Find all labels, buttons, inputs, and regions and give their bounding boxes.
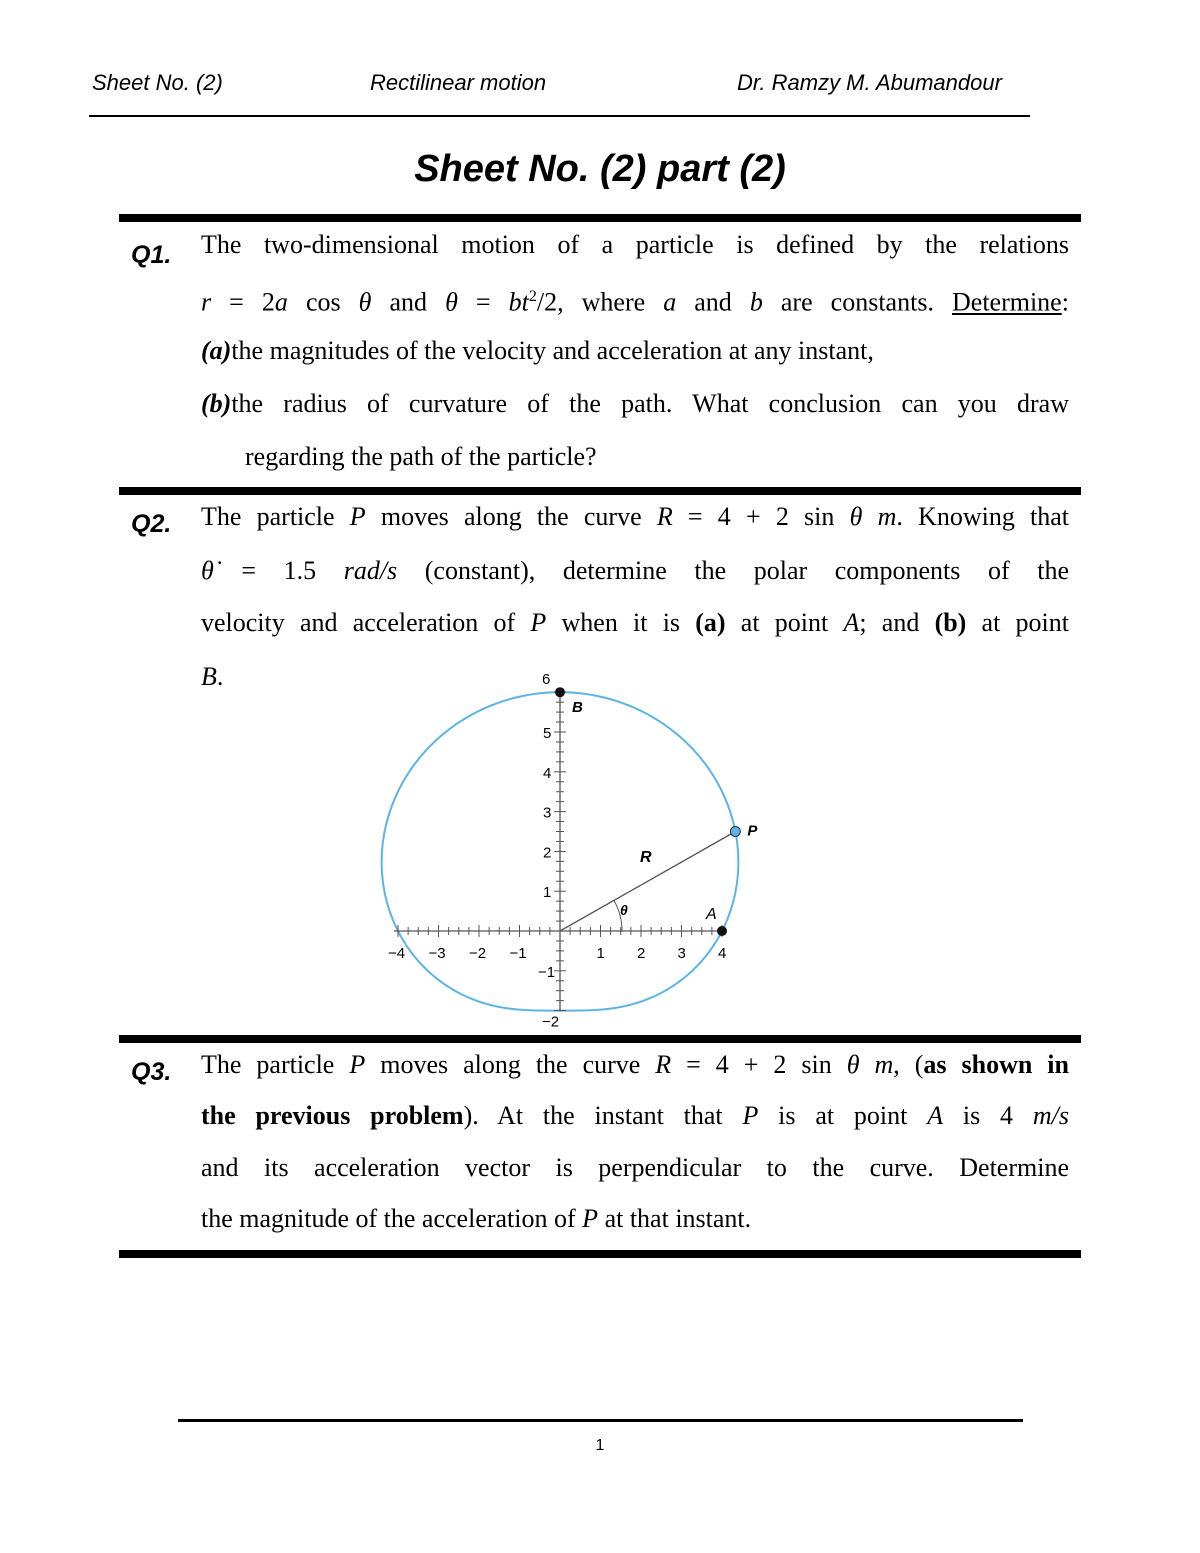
determine-word: Determine <box>952 287 1062 317</box>
y-tick-label: 3 <box>543 804 552 822</box>
point-a <box>717 926 727 936</box>
q2-label: Q2. <box>131 510 172 538</box>
q2-line-1: The particle P moves along the curve R = 4 + 2 sin θ m. Knowing that <box>201 502 1070 531</box>
q1-part-b: (b)the radius of curvature of the path. What conclusion can you draw <box>201 389 1069 418</box>
point-b <box>555 687 565 697</box>
page-title: Sheet No. (2) part (2) <box>414 148 786 190</box>
q2-line-4: B. <box>201 662 224 691</box>
header-sheet-no: Sheet No. (2) <box>92 70 223 95</box>
label-r: R <box>640 849 652 866</box>
y-tick-label: 4 <box>543 764 552 782</box>
page-number: 1 <box>595 1437 605 1454</box>
label-b: B <box>572 699 583 717</box>
q3-line-2: the previous problem). At the instant that P is at point A is 4 m/s <box>201 1101 1069 1130</box>
section-divider <box>119 487 1081 495</box>
footer-rule <box>178 1419 1023 1422</box>
y-tick-label: 6 <box>542 671 551 689</box>
q1-line-2: r = 2a cos θ and $\theta = bt^2/2$, where a and b are constants. Determine: <box>201 287 1069 317</box>
q1-part-a: (a)the magnitudes of the velocity and acceleration at any instant, <box>201 336 874 365</box>
q2-line-2: θ̇ = 1.5 rad/s (constant), determine the polar components of the <box>201 556 1069 585</box>
q1-line-1: The two-dimensional motion of a particle is defined by the relations <box>201 230 1069 259</box>
y-tick-label: 2 <box>543 844 552 862</box>
y-tick-label: −1 <box>538 963 556 981</box>
x-tick-label: −1 <box>509 945 527 962</box>
y-tick-label: −2 <box>542 1013 560 1031</box>
polar-curve-figure <box>360 660 780 1040</box>
header-author: Dr. Ramzy M. Abumandour <box>737 70 1002 95</box>
x-tick-label: −2 <box>469 945 487 962</box>
q1-label: Q1. <box>131 241 172 269</box>
label-a: A <box>706 906 717 923</box>
q1-part-b-cont: regarding the path of the particle? <box>245 442 597 471</box>
y-tick-label: 5 <box>543 725 552 742</box>
q3-line-4: the magnitude of the acceleration of P at that instant. <box>201 1204 752 1233</box>
q3-line-1: The particle P moves along the curve R = 4 + 2 sin θ m, (as shown in <box>201 1050 1069 1079</box>
q2-line-3: velocity and acceleration of P when it is (a) at point A; and (b) at point <box>201 608 1069 637</box>
section-divider <box>119 1250 1081 1258</box>
section-divider <box>119 214 1081 222</box>
x-tick-label: −4 <box>388 945 406 962</box>
label-p: P <box>747 822 758 840</box>
x-tick-label: 1 <box>596 945 605 962</box>
point-p <box>730 827 740 837</box>
y-tick-label: 1 <box>543 884 552 902</box>
x-tick-label: −3 <box>428 945 446 962</box>
x-tick-label: 2 <box>637 945 646 962</box>
q3-line-3: and its acceleration vector is perpendicular to the curve. Determine <box>201 1153 1069 1182</box>
x-tick-label: 3 <box>677 945 686 962</box>
x-tick-label: 4 <box>718 945 727 962</box>
header-rule <box>89 115 1030 117</box>
section-divider <box>119 1035 1081 1043</box>
label-theta: θ <box>620 902 628 918</box>
q3-label: Q3. <box>131 1058 172 1086</box>
header-topic: Rectilinear motion <box>370 70 547 95</box>
